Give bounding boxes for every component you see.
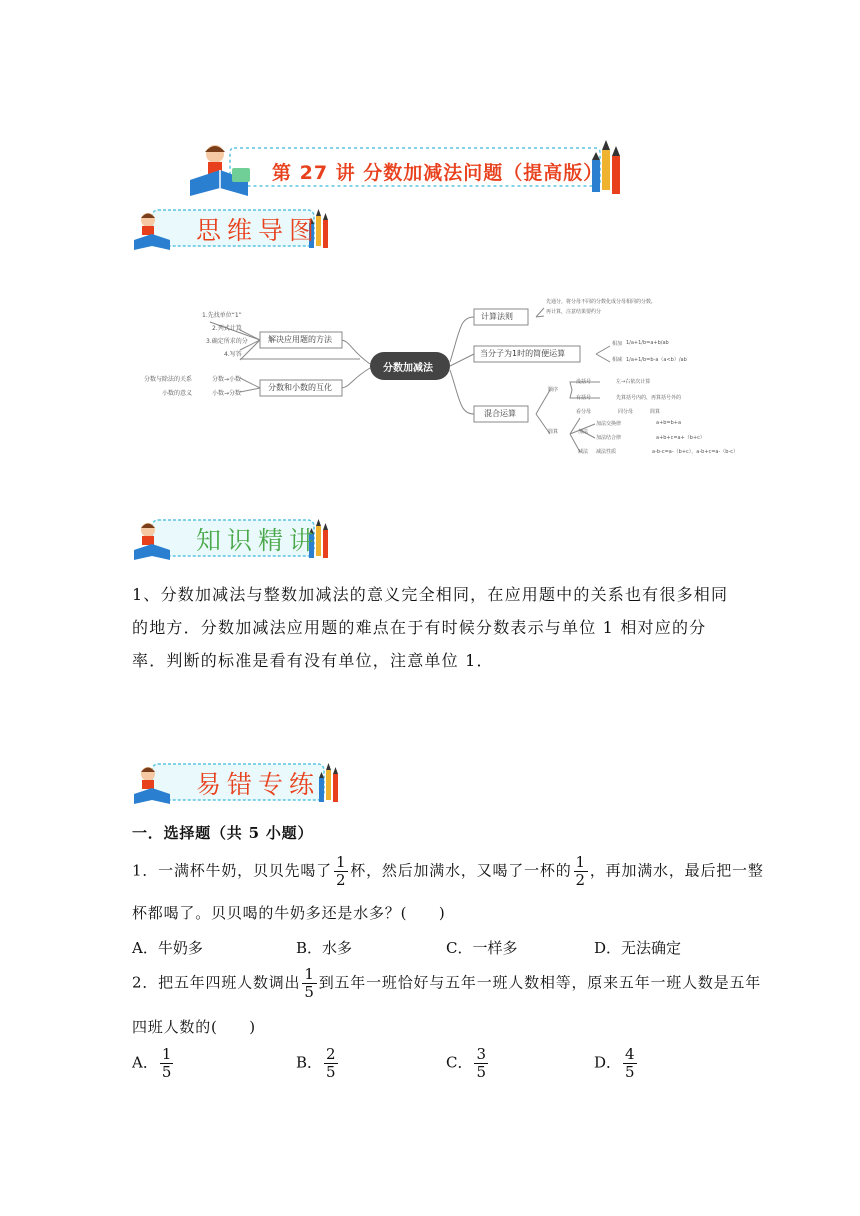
fraction-numerator: 4 <box>625 1045 635 1063</box>
fraction <box>474 1046 488 1081</box>
mindmap-simplify-value: a+b+c=a+（b+c） <box>656 435 705 441</box>
mindmap-method-item: 3.确定所求的分 <box>206 338 248 345</box>
mindmap-conversion-left: 分数与除法的关系 <box>144 376 193 383</box>
mindmap-order-value: 左→右依次计算 <box>616 379 651 385</box>
mindmap-mixed: 混合运算 <box>484 409 516 418</box>
practice-section-title <box>196 765 320 801</box>
page-title: 第 27 讲 分数加减法问题（提高版） <box>272 162 604 184</box>
question-text: 杯，然后加满水，又喝了一杯的 <box>350 861 572 880</box>
fraction-numerator: 1 <box>575 853 586 871</box>
mindmap-method-item: 1.先找单位“1” <box>202 312 242 319</box>
mindmap-simplify-value: a+b=b+a <box>656 420 682 426</box>
option-label: D． <box>594 1053 622 1072</box>
fraction <box>160 1046 174 1081</box>
mindmap-simple-formula: 1/a+1/b=a+b/ab <box>626 340 669 346</box>
mindmap-rule-note: 再计算，注意结果要约分 <box>546 309 602 315</box>
mindmap-order: 顺序 <box>548 387 559 393</box>
mindmap-simple-formula: 1/a+1/b=b-a（a<b）/ab <box>626 357 687 363</box>
fraction-denominator: 2 <box>575 871 586 889</box>
question-text: 到五年一班恰好与五年一班人数相等，原来五年一班人数是五年 <box>318 973 762 992</box>
practice-section-label: 易错专练 <box>196 770 321 799</box>
mindmap-conversion: 分数和小数的互化 <box>268 383 332 392</box>
question-2-option-d[interactable] <box>594 1046 639 1081</box>
question-1-line-2: 杯都喝了。贝贝喝的牛奶多还是水多？( ) <box>132 904 446 922</box>
mindmap-order-key: 没括号 <box>576 379 592 385</box>
option-label: A． <box>132 1053 158 1072</box>
mindmap-simplify-key: 加法 <box>578 429 589 435</box>
mindmap-simplify-mid: 加法交换律 <box>596 421 622 427</box>
mindmap-simple: 当分子为1时的简便运算 <box>480 349 566 358</box>
question-1-option-b[interactable]: B．水多 <box>296 939 353 957</box>
mindmap-simplify-key: 看分母 <box>576 409 592 415</box>
mindmap-center: 分数加减法 <box>383 363 433 374</box>
mindmap-method-item: 4.写答 <box>224 351 242 358</box>
question-2-line-1 <box>132 966 761 1001</box>
question-2-option-c[interactable] <box>446 1046 490 1081</box>
question-2-option-a[interactable] <box>132 1046 175 1081</box>
fraction-numerator: 1 <box>161 1045 172 1063</box>
option-label: C． <box>446 1053 473 1072</box>
mindmap-section-label: 思维导图 <box>196 216 321 245</box>
mindmap-order-key: 有括号 <box>576 395 592 401</box>
question-1-option-c[interactable]: C．一样多 <box>446 939 518 957</box>
fraction-denominator: 5 <box>161 1063 172 1081</box>
mindmap-conversion-right: 小数→分数 <box>212 390 242 397</box>
mindmap-simplify-key: 减法 <box>578 449 589 455</box>
mindmap-methods: 解决应用题的方法 <box>268 335 332 344</box>
fraction <box>623 1046 637 1081</box>
fraction-numerator: 2 <box>326 1045 336 1063</box>
fraction-numerator: 1 <box>335 853 347 871</box>
mindmap-simplify-mid: 同分母 <box>618 409 634 415</box>
mindmap-simple-op: 相加 <box>612 341 623 347</box>
fraction-denominator: 5 <box>476 1063 487 1081</box>
mind-map <box>140 290 780 470</box>
question-2-option-b[interactable] <box>296 1046 340 1081</box>
mindmap-conversion-right: 分数→小数 <box>212 376 242 383</box>
knowledge-section-title <box>196 521 320 557</box>
question-2-line-2: 四班人数的( ) <box>132 1018 256 1036</box>
question-text: ，再加满水，最后把一整 <box>589 861 764 880</box>
question-1-line-1 <box>132 854 764 889</box>
mindmap-simplify-value: a-b-c=a-（b+c），a-b+c=a-（b-c） <box>652 449 739 455</box>
fraction-denominator: 5 <box>304 983 315 1001</box>
option-label: B． <box>296 1053 323 1072</box>
fraction-denominator: 5 <box>625 1063 635 1081</box>
mindmap-order-value: 先算括号内的，再算括号外的 <box>616 395 682 401</box>
girl-reading-icon <box>190 145 250 196</box>
mindmap-simplify-mid: 减法性质 <box>596 449 617 455</box>
mindmap-simplify-value: 简算 <box>650 409 661 415</box>
mindmap-conversion-left: 小数的意义 <box>162 390 193 397</box>
knowledge-section-label: 知识精讲 <box>196 526 321 555</box>
mindmap-simplify: 简算 <box>548 429 559 435</box>
knowledge-line: 率．判断的标准是看有没有单位，注意单位 1． <box>132 651 494 670</box>
mindmap-method-item: 2.列式计算 <box>212 325 242 332</box>
question-1-option-a[interactable]: A．牛奶多 <box>132 939 203 957</box>
fraction <box>324 1046 338 1081</box>
knowledge-paragraph <box>132 578 742 677</box>
fraction-denominator: 5 <box>326 1063 336 1081</box>
question-1-option-d[interactable]: D．无法确定 <box>594 939 682 957</box>
questions-heading: 一．选择题（共 5 小题） <box>132 824 314 842</box>
fraction-denominator: 2 <box>335 871 347 889</box>
fraction <box>334 854 348 889</box>
fraction <box>574 854 588 889</box>
question-text: 2．把五年四班人数调出 <box>132 973 301 992</box>
mindmap-simple-op: 相减 <box>612 357 623 363</box>
fraction-numerator: 3 <box>476 1045 487 1063</box>
mindmap-section-title <box>196 211 320 247</box>
question-text: 1．一满杯牛奶，贝贝先喝了 <box>132 861 332 880</box>
knowledge-line: 的地方．分数加减法应用题的难点在于有时候分数表示与单位 1 相对应的分 <box>132 618 707 637</box>
fraction <box>302 966 316 1001</box>
mindmap-rule-note: 先通分，将分母不同的分数化成分母相同的分数, <box>546 299 653 305</box>
mindmap-rule: 计算法则 <box>481 312 513 321</box>
mindmap-simplify-mid: 加法结合律 <box>596 435 622 441</box>
fraction-numerator: 1 <box>304 965 315 983</box>
knowledge-line: 1、分数加减法与整数加减法的意义完全相同，在应用题中的关系也有很多相同 <box>132 585 729 604</box>
